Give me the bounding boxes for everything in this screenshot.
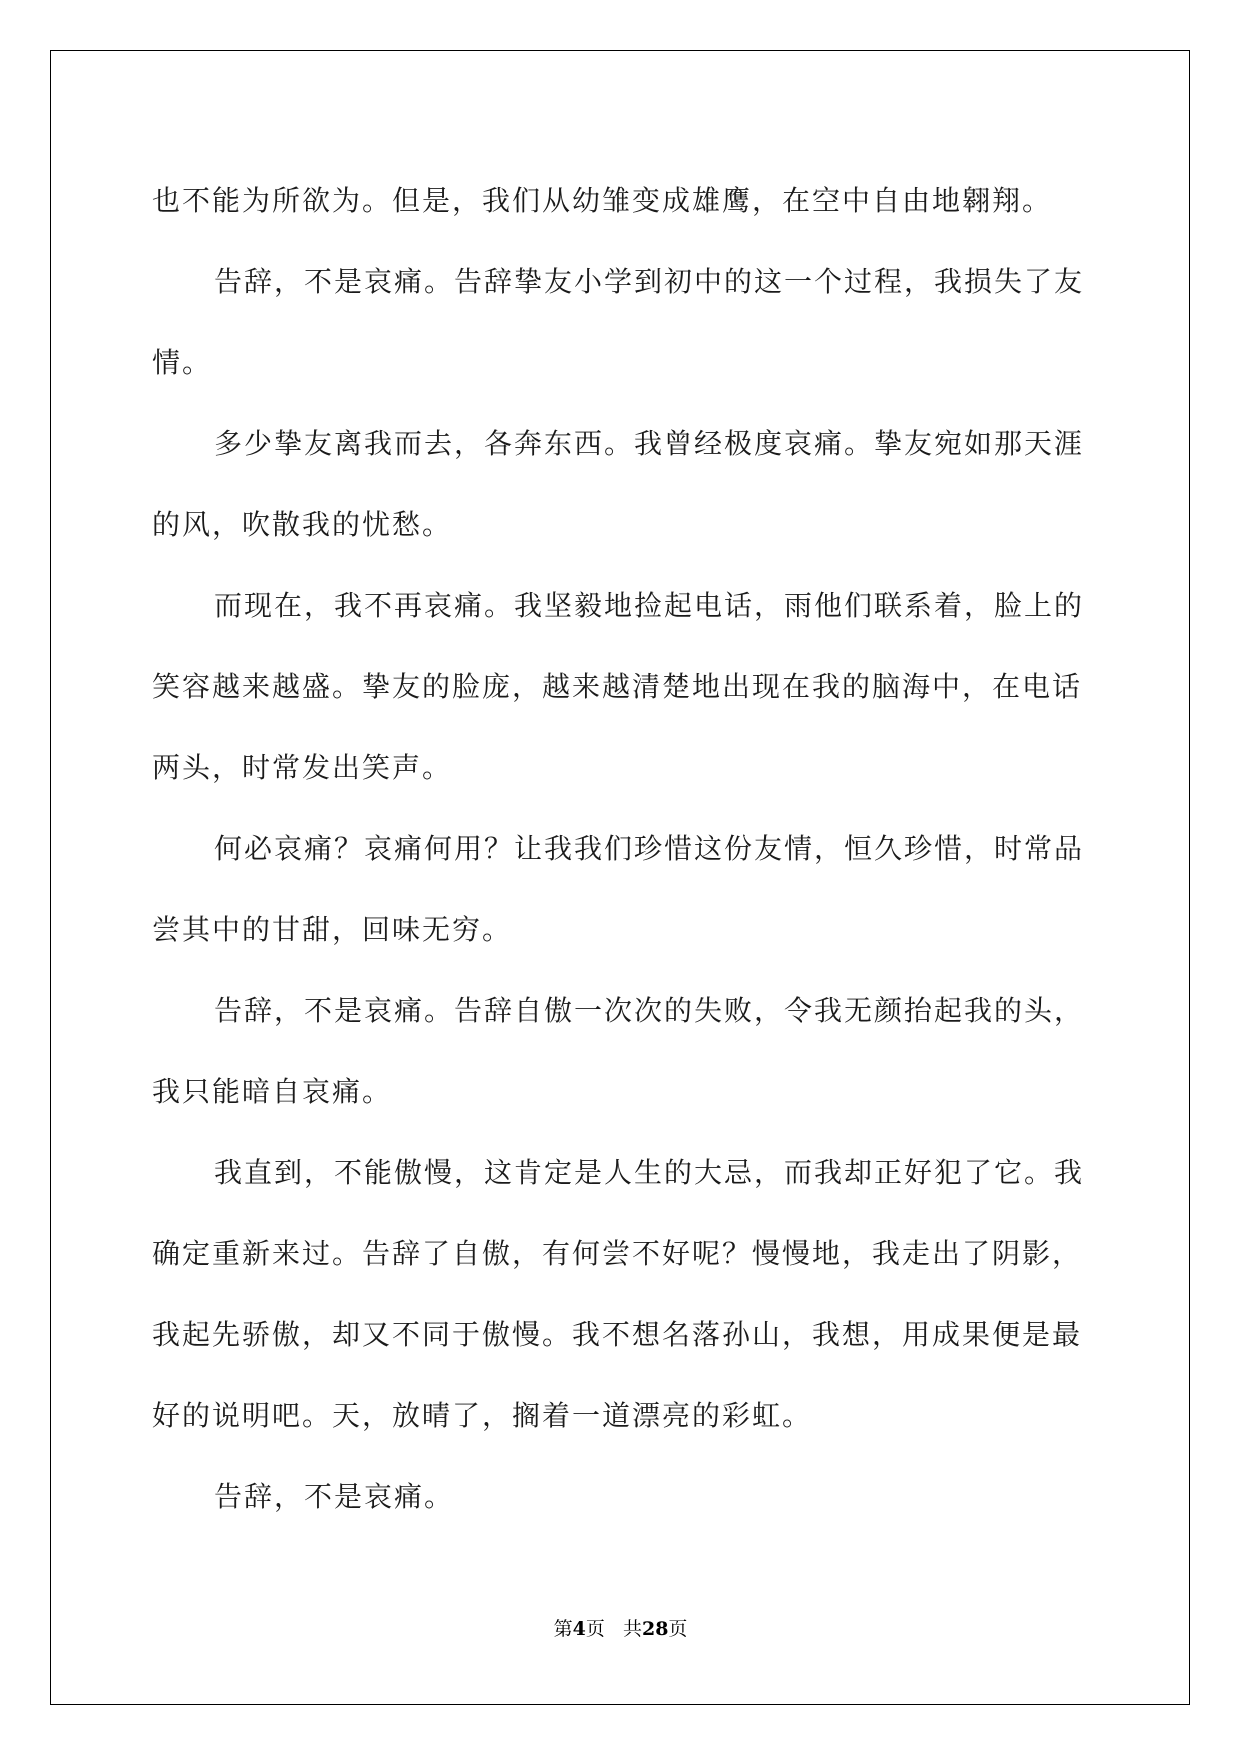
paragraph: 也不能为所欲为。但是，我们从幼雏变成雄鹰，在空中自由地翱翔。 xyxy=(152,184,1053,217)
page-footer xyxy=(0,1614,1241,1641)
document-body xyxy=(152,160,1102,1537)
footer-prefix: 第 xyxy=(553,1618,573,1640)
paragraph: 告辞，不是哀痛。告辞自傲一次次的失败，令我无颜抬起我的头，我只能暗自哀痛。 xyxy=(152,994,1085,1108)
paragraph: 多少挚友离我而去，各奔东西。我曾经极度哀痛。挚友宛如那天涯的风，吹散我的忧愁。 xyxy=(152,427,1085,541)
paragraph: 告辞，不是哀痛。告辞挚友小学到初中的这一个过程，我损失了友情。 xyxy=(152,265,1085,379)
page-number: 4 xyxy=(572,1618,586,1640)
paragraph: 告辞，不是哀痛。 xyxy=(214,1480,455,1513)
footer-total-prefix: 共 xyxy=(622,1618,642,1640)
paragraph: 而现在，我不再哀痛。我坚毅地捡起电话，雨他们联系着，脸上的笑容越来越盛。挚友的脸庞，越来越清楚地出现在我的脑海中，在电话两头，时常发出笑声。 xyxy=(152,589,1085,784)
total-pages: 28 xyxy=(641,1618,669,1640)
footer-total-suffix: 页 xyxy=(668,1618,688,1640)
footer-page-suffix: 页 xyxy=(585,1618,605,1640)
paragraph: 我直到，不能傲慢，这肯定是人生的大忌，而我却正好犯了它。我确定重新来过。告辞了自傲，有何尝不好呢？慢慢地，我走出了阴影，我起先骄傲，却又不同于傲慢。我不想名落孙山，我想，用成果便是最好的说明吧。天，放晴了，搁着一道漂亮的彩虹。 xyxy=(152,1156,1085,1432)
paragraph: 何必哀痛？哀痛何用？让我我们珍惜这份友情，恒久珍惜，时常品尝其中的甘甜，回味无穷。 xyxy=(152,832,1085,946)
